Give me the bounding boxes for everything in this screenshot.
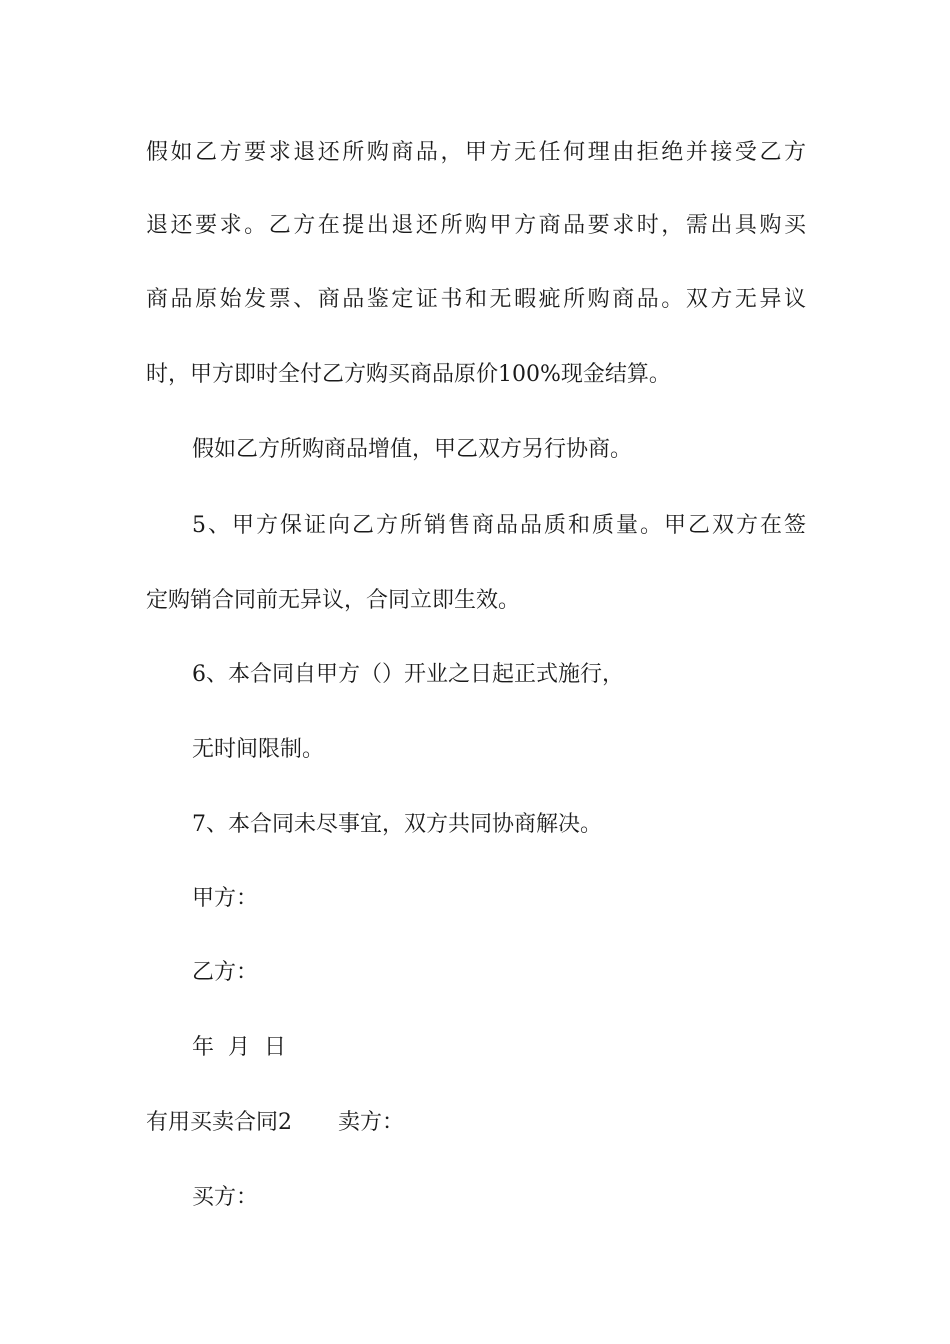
paragraph-line: 假如乙方所购商品增值，甲乙双方另行协商。 xyxy=(192,437,633,462)
paragraph-line: 时，甲方即时全付乙方购买商品原价100%现金结算。 xyxy=(146,362,671,387)
paragraph-line: 7、本合同未尽事宜，双方共同协商解决。 xyxy=(192,812,602,837)
paragraph-line: 商品原始发票、商品鉴定证书和无暇疵所购商品。双方无异议 xyxy=(146,287,806,312)
paragraph-line: 无时间限制。 xyxy=(192,737,325,762)
date-line: 年 月 日 xyxy=(192,1035,286,1060)
party-b-label: 乙方： xyxy=(192,960,259,985)
seller-label: 卖方： xyxy=(338,1110,405,1135)
paragraph-line: 5、甲方保证向乙方所销售商品品质和质量。甲乙双方在签 xyxy=(192,513,806,538)
buyer-label: 买方： xyxy=(192,1185,259,1210)
paragraph-line: 定购销合同前无异议，合同立即生效。 xyxy=(146,588,521,613)
paragraph-line: 退还要求。乙方在提出退还所购甲方商品要求时，需出具购买 xyxy=(146,213,806,238)
paragraph-line: 假如乙方要求退还所购商品，甲方无任何理由拒绝并接受乙方 xyxy=(146,140,806,165)
contract-title: 有用买卖合同2 xyxy=(146,1110,292,1135)
party-a-label: 甲方： xyxy=(192,886,259,911)
contract-heading xyxy=(146,1108,806,1138)
paragraph-line: 6、本合同自甲方（）开业之日起正式施行， xyxy=(192,662,624,687)
